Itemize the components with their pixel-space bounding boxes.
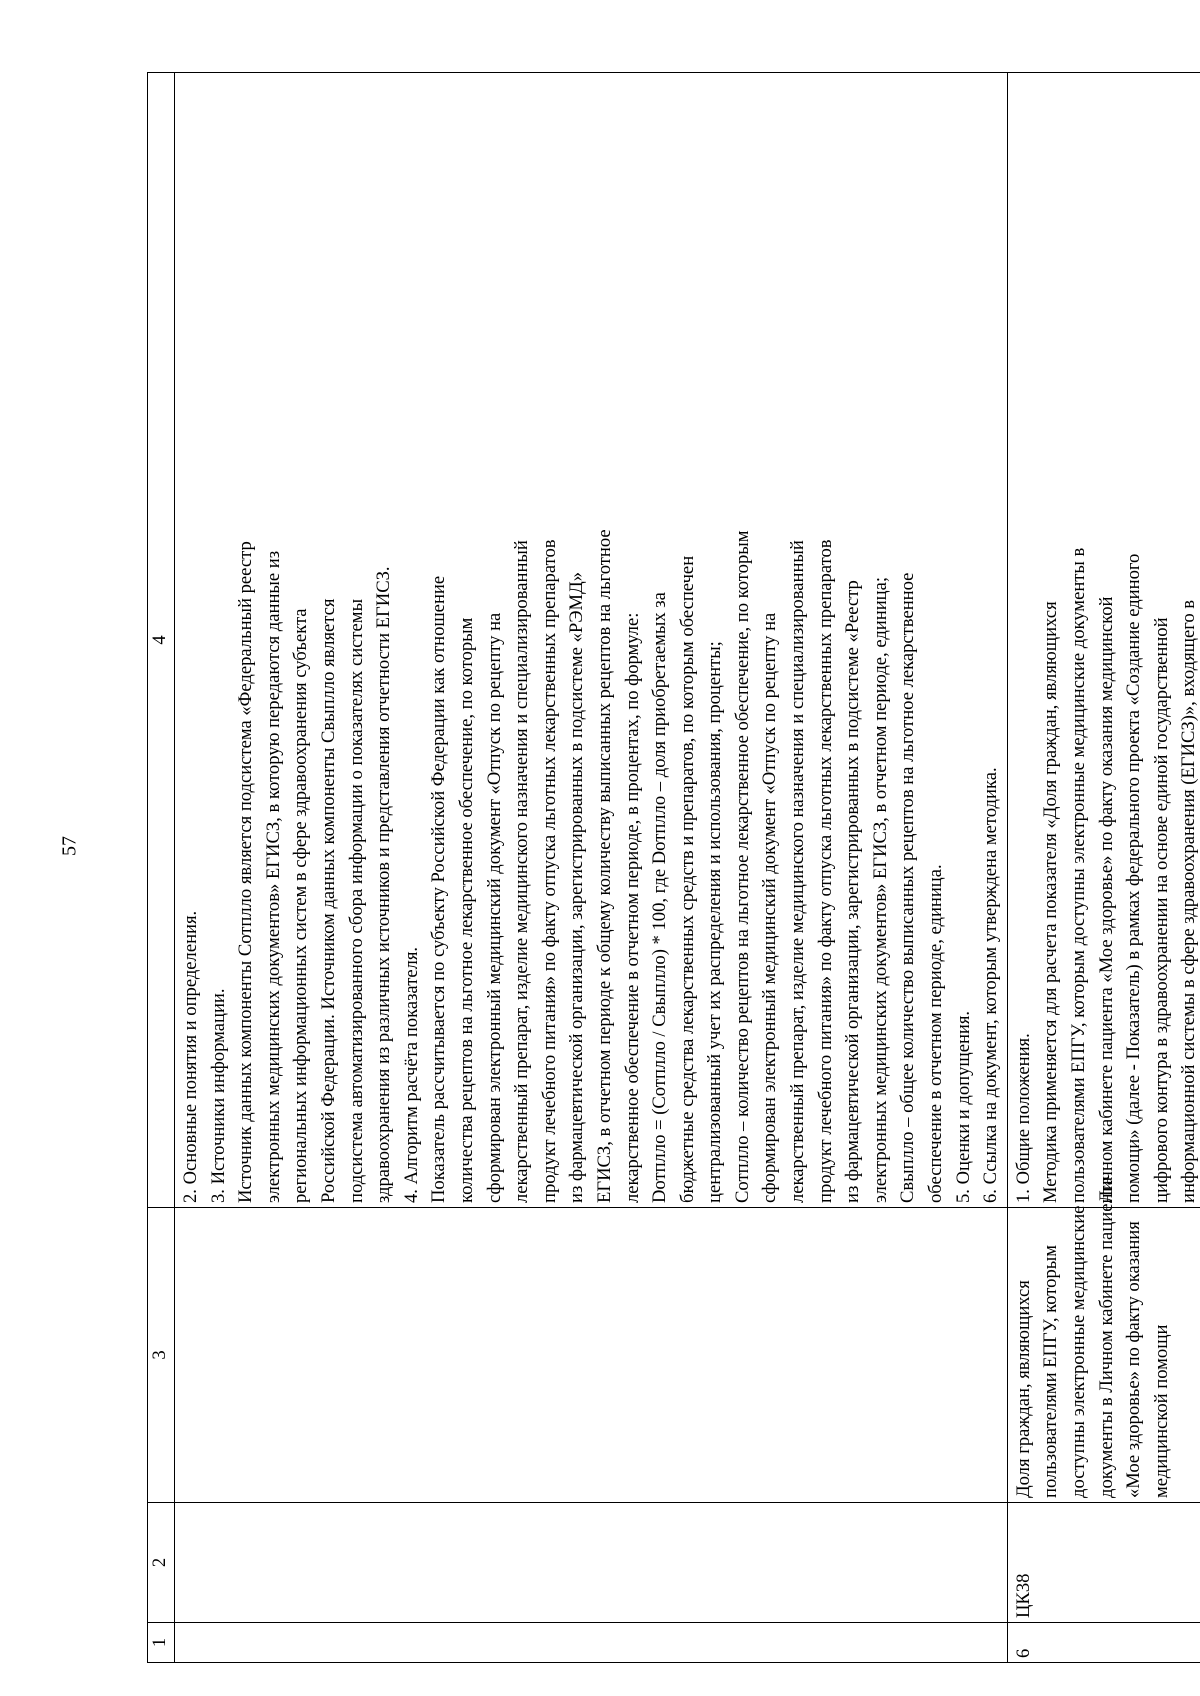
methodology-line: лекарственный препарат, изделие медицинского назначения и специализированный (511, 540, 533, 1203)
indicator-line: документы в Личном кабинете пациента (1095, 1176, 1117, 1498)
methodology-line: Сотплло – количество рецептов на льготное лекарственное обеспечение, по которым (731, 530, 753, 1203)
methodology-line: из фармацевтической организации, зарегистрированных в подсистеме «Реестр (842, 580, 864, 1203)
methodology-line: региональных информационных систем в сфере здравоохранения субъекта (290, 608, 312, 1203)
methodology-line: 5. Оценки и допущения. (952, 1010, 974, 1203)
methodology-line: Свыплло – общее количество выписанных рецептов на льготное лекарственное (897, 572, 919, 1203)
header-col-3: 3 (148, 1208, 175, 1503)
table-header-row (148, 73, 175, 1663)
header-col-1: 1 (148, 1623, 175, 1663)
row1-indicator-cell (175, 1208, 1008, 1503)
row2-indicator-cell (1007, 1176, 1200, 1503)
row1-number-cell (175, 1623, 1008, 1663)
methodology-line: из фармацевтической организации, зарегистрированных в подсистеме «РЭМД» (566, 572, 588, 1203)
indicator-line: доступны электронные медицинские (1068, 1205, 1089, 1498)
methodology-line: обеспечение в отчетном периоде, единица. (925, 864, 947, 1203)
methodology-line: 6. Ссылка на документ, которым утверждена методика. (980, 767, 1002, 1203)
methodology-line: пользователями ЕПГУ, которым доступны электронные медицинские документы в (1068, 547, 1089, 1203)
methodology-line: Российской Федерации. Источником данных компоненты Свыплло является (317, 598, 339, 1203)
table-row (175, 73, 1008, 1663)
methodology-line: 2. Основные понятия и определения. (180, 910, 201, 1203)
methodology-table (147, 72, 1200, 1663)
methodology-line: лекарственное обеспечение в отчетном периоде, в процентах, по формуле: (621, 612, 643, 1203)
header-col-4: 4 (148, 73, 175, 1208)
row1-code-cell (175, 1503, 1008, 1623)
methodology-line: Методика применяется для расчета показателя «Доля граждан, являющихся (1040, 601, 1062, 1203)
methodology-line: здравоохранения из различных источников и представления отчетности ЕГИСЗ. (373, 566, 395, 1203)
row2-methodology-cell (1007, 73, 1200, 1208)
methodology-line: подсистема автоматизированного сбора информации о показателях системы (345, 598, 367, 1203)
methodology-line: 4. Алгоритм расчёта показателя. (400, 946, 422, 1203)
methodology-line: 1. Общие положения. (1012, 1033, 1034, 1203)
methodology-line: централизованный учет их распределения и использования, проценты; (704, 641, 726, 1203)
indicator-line: Доля граждан, являющихся (1012, 1280, 1034, 1498)
methodology-line: бюджетные средства лекарственных средств и препаратов, по которым обеспечен (676, 555, 698, 1203)
methodology-line: помощи» (далее - Показатель) в рамках федерального проекта «Создание единого (1123, 553, 1145, 1203)
rotated-table-container (147, 73, 1200, 1663)
methodology-line: электронных медицинских документов» ЕГИСЗ, в отчетном периоде, единица; (869, 576, 891, 1203)
methodology-line: 3. Источники информации. (207, 988, 229, 1203)
row1-methodology-cell (175, 73, 1008, 1208)
methodology-line: продукт лечебного питания» по факту отпуска льготных лекарственных препаратов (814, 539, 836, 1203)
header-col-2: 2 (148, 1503, 175, 1623)
methodology-line: Личном кабинете пациента «Мое здоровье» по факту оказания медицинской (1095, 596, 1117, 1203)
indicator-line: медицинской помощи (1150, 1324, 1172, 1498)
formula-line: Dотплло = (Сотплло / Свыплло) * 100, где Dотплло – доля приобретаемых за (649, 592, 671, 1203)
methodology-line: лекарственный препарат, изделие медицинского назначения и специализированный (787, 540, 809, 1203)
methodology-line: Показатель рассчитывается по субъекту Российской Федерации как отношение (428, 575, 450, 1203)
indicator-line: пользователями ЕПГУ, которым (1040, 1244, 1062, 1498)
indicator-line: «Мое здоровье» по факту оказания (1123, 1221, 1145, 1498)
methodology-line: Источник данных компоненты Сотплло является подсистема «Федеральный реестр (235, 541, 257, 1203)
row2-code-cell: ЦК38 (1007, 1503, 1200, 1623)
row2-number-cell: 6 (1007, 1623, 1200, 1663)
page-number: 57 (58, 836, 81, 856)
methodology-line: ЕГИСЗ, в отчетном периоде к общему количеству выписанных рецептов на льготное (593, 529, 615, 1203)
methodology-line: сформирован электронный медицинский документ «Отпуск по рецепту на (759, 612, 781, 1203)
methodology-line: электронных медицинских документов» ЕГИСЗ, в которую передаются данные из (262, 550, 284, 1203)
table-row (1007, 73, 1200, 1663)
methodology-line: цифрового контура в здравоохранении на основе единой государственной (1150, 617, 1172, 1203)
methodology-line: информационной системы в сфере здравоохранения (ЕГИСЗ)», входящего в (1178, 599, 1200, 1203)
methodology-line: сформирован электронный медицинский документ «Отпуск по рецепту на (483, 612, 505, 1203)
methodology-line: количества рецептов на льготное лекарственное обеспечение, по которым (455, 617, 477, 1203)
methodology-line: продукт лечебного питания» по факту отпуска льготных лекарственных препаратов (538, 539, 560, 1203)
